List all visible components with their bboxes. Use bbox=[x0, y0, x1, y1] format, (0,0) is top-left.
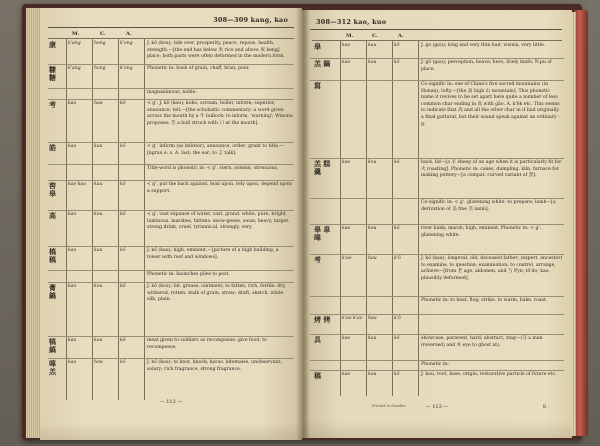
entry-definition: J. kō (kou); tide over, prosperity, peace, repose, health, strength.—[the end has below 米 rice and above 庚 keng] place; both parts were often deformed in the modern form. bbox=[147, 41, 285, 60]
entry-separator bbox=[48, 210, 294, 211]
entry-character: 高 bbox=[49, 211, 56, 220]
entry-separator bbox=[48, 336, 294, 337]
mandarin-reading: kao bbox=[68, 212, 77, 217]
running-header: 308—309 kang, kao bbox=[213, 16, 288, 24]
entry-character: 寫 bbox=[314, 81, 321, 90]
cantonese-reading: kou bbox=[368, 372, 377, 377]
mandarin-reading: k'ang bbox=[68, 41, 81, 46]
left-page bbox=[40, 8, 302, 440]
cantonese-reading: kau bbox=[94, 144, 103, 149]
annamese-reading: kō bbox=[120, 360, 126, 365]
header-rule bbox=[48, 27, 294, 28]
cantonese-reading: hou bbox=[94, 360, 103, 365]
annamese-reading: kō bbox=[394, 336, 400, 341]
entry-character: 羔 鎬 bbox=[314, 59, 331, 68]
entry-separator bbox=[48, 142, 294, 143]
annamese-reading: kō bbox=[120, 338, 126, 343]
column-rule bbox=[48, 38, 294, 39]
entry-definition: < g'. inform (as inferior), announce, order; grant to title.—[ngrau e. s. A. last; the ear; to 言 talk]. bbox=[147, 144, 284, 156]
entry-definition: meat given to soldiers as recompense, give food; to recompense. bbox=[147, 338, 267, 350]
mandarin-reading: kao bbox=[342, 43, 351, 48]
entry-separator bbox=[310, 314, 564, 315]
entry-character: 犒 縞 bbox=[49, 337, 56, 354]
entry-definition: Title-word is phonetic in: < g'. stern, solemn, strenuous. bbox=[147, 166, 279, 171]
annamese-reading: kō bbox=[394, 372, 400, 377]
entry-separator bbox=[48, 358, 294, 359]
page-number: — 113 — bbox=[425, 404, 449, 410]
column-divider bbox=[118, 38, 119, 400]
cantonese-reading: kau bbox=[368, 43, 377, 48]
annamese-reading: kō bbox=[394, 43, 400, 48]
annamese-reading: k'ō bbox=[394, 256, 401, 261]
entry-character: 稿 bbox=[314, 371, 321, 380]
entry-separator bbox=[310, 158, 564, 159]
annamese-reading: kō bbox=[394, 60, 400, 65]
column-divider bbox=[144, 38, 145, 400]
entry-character: 糠 糖 bbox=[49, 65, 56, 82]
mandarin-reading: k'ang bbox=[68, 66, 81, 71]
entry-definition: Phonetic in: husk of grain, chaff, bran; poor. bbox=[147, 66, 250, 71]
column-divider bbox=[392, 40, 393, 396]
entry-character: 具 bbox=[314, 335, 321, 344]
entry-character: 誥 bbox=[49, 143, 56, 152]
cantonese-reading: hong bbox=[94, 41, 106, 46]
entry-definition: back, lid—[a 羊 sheep of an age when it is particularly fit for 火 roasting]. Phonetic in: cakes, dumpling. kiln, furnace for making pottery—[a compat. curved variant of 窯]. bbox=[421, 160, 562, 179]
entry-character: 嗥 羔 bbox=[49, 359, 56, 376]
entry-separator bbox=[48, 64, 294, 65]
mandarin-reading: kao bbox=[68, 338, 77, 343]
page-number: — 112 — bbox=[159, 399, 183, 405]
mandarin-reading: k'ao k'ao bbox=[342, 316, 363, 321]
entry-definition: J. gō (gau); perception; heave; hero; lively knife; N.pu of place. bbox=[421, 60, 552, 72]
mandarin-reading: kao bbox=[68, 144, 77, 149]
entry-definition: Phonetic in: to beat, flog; strike. to warm, bake, roast. bbox=[421, 298, 548, 303]
entry-character: 皋 bbox=[314, 42, 321, 51]
page-shadow bbox=[40, 422, 302, 440]
annamese-reading: k'ong bbox=[120, 41, 133, 46]
entry-separator bbox=[48, 99, 294, 100]
cantonese-reading: kou bbox=[368, 160, 377, 165]
mandarin-reading: k'ao bbox=[342, 256, 352, 261]
column-head-c: C. bbox=[372, 33, 378, 39]
column-head-m: M. bbox=[72, 31, 80, 37]
cantonese-reading: kou bbox=[368, 226, 377, 231]
annamese-reading: kō bbox=[120, 248, 126, 253]
page-shadow bbox=[302, 420, 572, 438]
column-head-a: A. bbox=[126, 31, 132, 37]
entry-character: 考 bbox=[314, 255, 321, 264]
entry-definition: J. kō (kau); longeval, old; deceased father; (expert, ancestor) to examine, to question; examination; to control, arrange, achieve—[from 老 age, aldomen, and 丂 Pyn; tō'do; kao, plausibly deformed]. bbox=[421, 256, 563, 281]
annamese-reading: kō bbox=[120, 101, 126, 106]
annamese-reading: kō bbox=[120, 182, 126, 187]
mandarin-reading: kao bbox=[342, 372, 351, 377]
entry-character: 烤 铐 bbox=[314, 315, 331, 324]
mandarin-reading: kao bbox=[68, 248, 77, 253]
cantonese-reading: kou bbox=[94, 284, 103, 289]
annamese-reading: kō bbox=[394, 226, 400, 231]
annamese-reading: k'ong bbox=[120, 66, 133, 71]
column-divider bbox=[92, 38, 93, 400]
entry-separator bbox=[310, 80, 564, 81]
entry-separator bbox=[310, 58, 564, 59]
entry-definition: river bank; marsh; high, eminent. Phonetic in: < g'. glistening white. bbox=[421, 226, 542, 238]
entry-definition: magnanimous, noble. bbox=[147, 90, 197, 95]
cantonese-reading: hau bbox=[368, 316, 377, 321]
cantonese-reading: hau bbox=[94, 101, 103, 106]
entry-definition: < g'. J. kō (kau); kobo, scream, holler, inform; superior; announce, tell.—[the scholastic commentary: a word given across the mouth by a 牛 bullock: to inform, 'warning'; Winona proposes: 告 a bull struck with 口 at the mouth]. bbox=[147, 101, 293, 126]
annamese-reading: kō bbox=[120, 284, 126, 289]
annamese-reading: kō bbox=[120, 212, 126, 217]
entry-separator bbox=[48, 180, 294, 181]
entry-separator bbox=[310, 334, 564, 335]
mandarin-reading: kao bbox=[68, 360, 77, 365]
mandarin-reading: kao bbox=[342, 226, 351, 231]
entry-separator bbox=[48, 282, 294, 283]
entry-character: 皋 皐 嗥 bbox=[314, 225, 331, 242]
column-head-c: C. bbox=[100, 31, 106, 37]
entry-definition: showcase, paravent, hard; abstract, stag—(交 a man (reversed) and 木 eye to ghost at). bbox=[421, 336, 543, 348]
entry-separator bbox=[310, 296, 564, 297]
cantonese-reading: kou bbox=[368, 60, 377, 65]
entry-definition: Phonetic in: bbox=[421, 362, 449, 367]
entry-character: 康 bbox=[49, 40, 56, 49]
column-divider bbox=[418, 40, 419, 396]
entry-character: 槁 稿 bbox=[49, 247, 56, 264]
annamese-reading: kō bbox=[394, 160, 400, 165]
annamese-reading: kō bbox=[120, 144, 126, 149]
entry-definition: J. kō (kou); to knot, knock; karao. kitemaise, unobservant; solary; rich fragrance, strong fragrance. bbox=[147, 360, 282, 372]
entry-separator bbox=[48, 88, 294, 89]
cantonese-reading: kau bbox=[94, 248, 103, 253]
entry-separator bbox=[310, 254, 564, 255]
entry-definition: < g'. put the back against, lean upon, rely upon, depend upon; a support. bbox=[147, 182, 293, 194]
mandarin-reading: kao bbox=[342, 160, 351, 165]
mandarin-reading: kao bbox=[342, 336, 351, 341]
entry-character: 考 bbox=[49, 100, 56, 109]
column-divider bbox=[66, 38, 67, 400]
entry-definition: J. kou, root, base, origin; restorative particle of future etc. bbox=[421, 372, 557, 377]
entry-separator bbox=[310, 360, 564, 361]
entry-character: 膏 鎬 bbox=[49, 283, 56, 300]
entry-character: 窖 皋 bbox=[49, 181, 56, 198]
mandarin-reading: kao bbox=[342, 60, 351, 65]
entry-separator bbox=[310, 370, 564, 371]
cantonese-reading: kau bbox=[94, 182, 103, 187]
column-rule bbox=[312, 40, 562, 41]
cantonese-reading: hong bbox=[94, 66, 106, 71]
header-rule bbox=[310, 29, 562, 30]
cantonese-reading: kau bbox=[94, 338, 103, 343]
entry-definition: J. go (gou); long and very thin hair, wisnia, very little. bbox=[421, 43, 546, 48]
column-divider bbox=[340, 40, 341, 396]
mandarin-reading: kao bbox=[68, 101, 77, 106]
column-head-m: M. bbox=[346, 33, 354, 39]
entry-definition: J. kō (kou); fat, grease, ointment; to fatten, rich, fertile. dry, withered, rotten. stalk of grain, straw; draft, sketch. white silk, plain. bbox=[147, 284, 286, 303]
signature-mark: 8 bbox=[542, 404, 546, 410]
cantonese-reading: kou bbox=[94, 212, 103, 217]
red-cover-edge bbox=[574, 10, 588, 436]
entry-separator bbox=[310, 224, 564, 225]
imprint: Printed in Sweden bbox=[372, 404, 406, 408]
entry-separator bbox=[48, 164, 294, 165]
entry-definition: J. kō (kau); high, eminent.—[picture of a high building, a tower with roof and windows]. bbox=[147, 248, 279, 260]
entry-definition: Phonetic in: haunches piles to post. bbox=[147, 272, 230, 277]
mandarin-reading: kao kao bbox=[68, 182, 87, 187]
mandarin-reading: kao bbox=[68, 284, 77, 289]
right-page bbox=[302, 10, 572, 438]
entry-separator bbox=[310, 198, 564, 199]
annamese-reading: k'ō bbox=[394, 316, 401, 321]
entry-separator bbox=[48, 270, 294, 271]
entry-separator bbox=[48, 246, 294, 247]
entry-definition: < g'. vast expanse of water, vast, grand. white, pure, bright, luminous. marshes, fattens. snow-geese, swan; heavy, target. strong drink, cruel, tyrannical, strongly, very. bbox=[147, 212, 290, 231]
running-header: 308—312 kao, kuo bbox=[316, 18, 387, 26]
column-head-a: A. bbox=[398, 33, 404, 39]
entry-character: 羔 糕 羹 bbox=[314, 159, 331, 176]
entry-definition: Co-signific in: one of China's five sacred mountains (in Honan); lofty.—[the 高 high 山 mountain]. This phonetic name it revives to be set apart here quite a number of less common char ending in 高 with gāo. A. k'ēk etc. This seems to indicate that 高 and all the other char in it had originally a final guttural, but their sound speak against an ordinary -g. bbox=[421, 82, 560, 127]
cantonese-reading: hau bbox=[368, 256, 377, 261]
entry-definition: Co-signific in: < g'. glistening white. to prepare; lamb—[a derivation of 美 fine 羔 lamb]. bbox=[421, 200, 556, 212]
cantonese-reading: kau bbox=[368, 336, 377, 341]
column-divider bbox=[366, 40, 367, 396]
